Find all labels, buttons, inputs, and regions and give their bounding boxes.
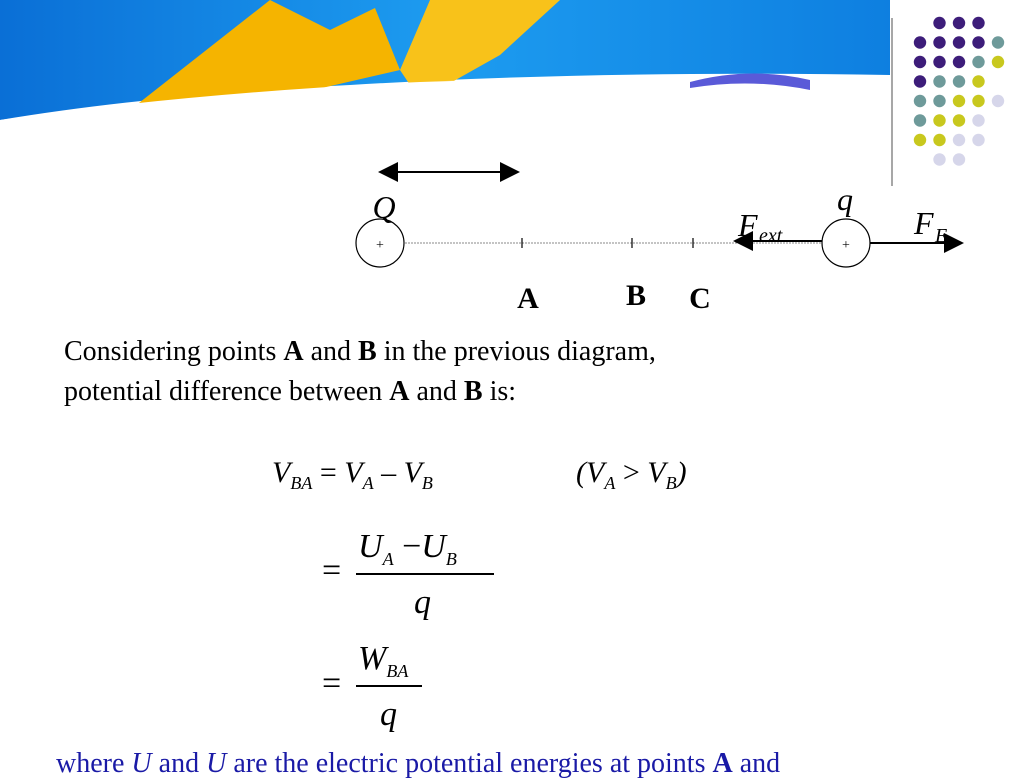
decor-dot (972, 17, 984, 29)
decor-dot (953, 36, 965, 48)
decor-dot (933, 36, 945, 48)
equation-2-equals: = (322, 552, 342, 589)
decor-dot (933, 114, 945, 126)
equation-3-numerator: $W_{BA}$ (358, 640, 409, 681)
decor-dot (933, 95, 945, 107)
label-F-ext-sub: ext (759, 225, 783, 247)
label-F-E-sub: E (935, 225, 948, 247)
decor-dot (933, 56, 945, 68)
charge-diagram (0, 150, 1024, 330)
plus-q: + (842, 238, 850, 253)
decor-dot (972, 134, 984, 146)
text-line-1: Considering points A and B in the previous diagram, (64, 336, 656, 367)
equation-2-fraction-bar (356, 573, 494, 575)
decor-dot (953, 56, 965, 68)
decor-dot (914, 36, 926, 48)
label-A: A (517, 282, 539, 315)
decor-dot (972, 75, 984, 87)
label-F-ext: F (738, 207, 758, 243)
decor-dot (972, 114, 984, 126)
equation-condition: $(V_A > V_B)$ (576, 456, 687, 493)
decor-dot (933, 75, 945, 87)
text-line-2: potential difference between A and B is: (64, 376, 517, 407)
decor-dot (992, 56, 1004, 68)
equation-2-numerator: $U_A -U_B$ (358, 528, 457, 569)
label-Q: Q (372, 189, 396, 225)
decor-dot (972, 36, 984, 48)
decor-dot (953, 114, 965, 126)
equation-2-denominator: q (414, 584, 431, 621)
label-F-E: F (914, 205, 934, 241)
decor-dot (953, 75, 965, 87)
decor-dot (972, 95, 984, 107)
footer-text: where U and U are the electric potential energies at points A and (56, 748, 781, 779)
equation-3-equals: = (322, 665, 342, 702)
decor-dot (933, 134, 945, 146)
decor-dot (914, 114, 926, 126)
decor-dot (914, 134, 926, 146)
decor-dot (914, 75, 926, 87)
decor-dot (992, 36, 1004, 48)
label-q: q (837, 181, 853, 217)
decor-dot (914, 56, 926, 68)
decor-dot (953, 134, 965, 146)
decor-dot (972, 56, 984, 68)
equation-3-denominator: q (380, 696, 397, 733)
label-C: C (689, 282, 711, 315)
decor-dot (953, 95, 965, 107)
decor-dot (933, 17, 945, 29)
equation-vba: $V_{BA} = V_A - V_B$ (272, 456, 433, 493)
plus-Q: + (376, 238, 384, 253)
equation-3-fraction-bar (356, 685, 422, 687)
decor-dot (914, 95, 926, 107)
decor-dot (953, 17, 965, 29)
label-B: B (625, 279, 647, 312)
decor-dot (992, 95, 1004, 107)
